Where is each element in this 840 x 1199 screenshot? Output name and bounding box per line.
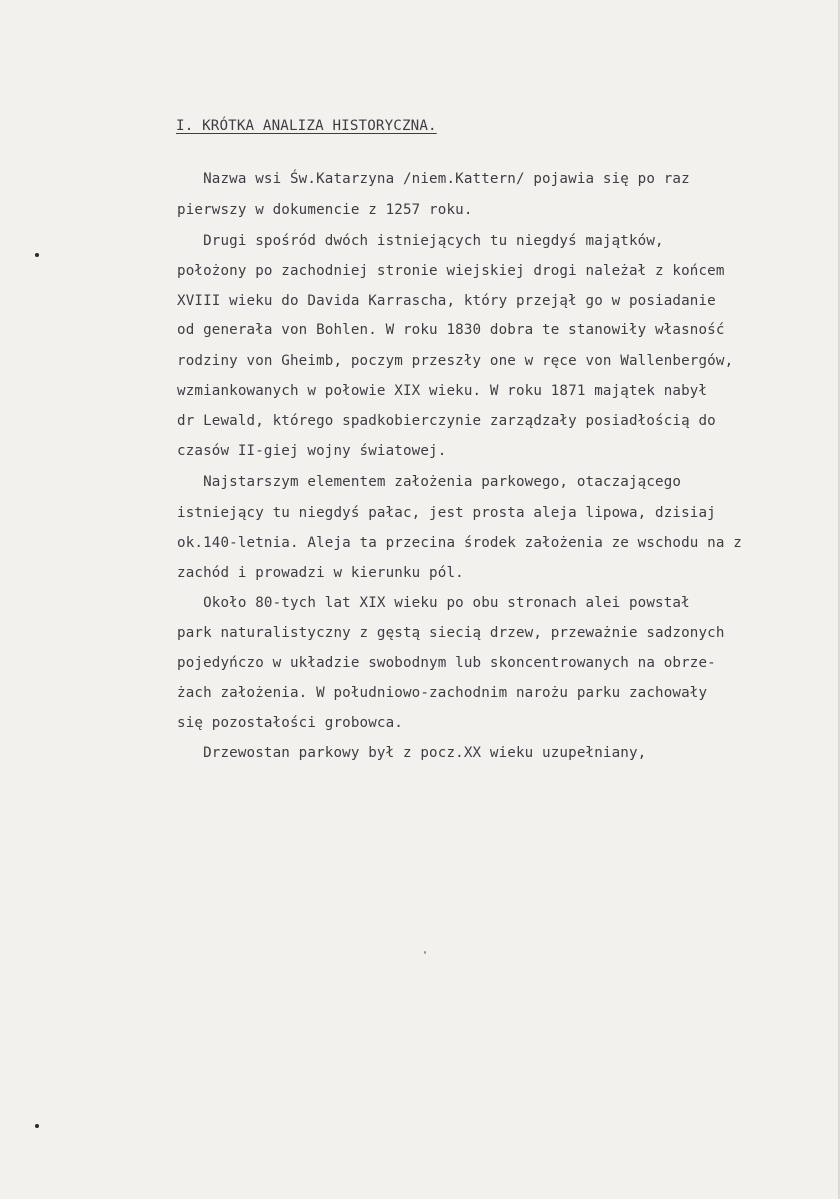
text-line: od generała von Bohlen. W roku 1830 dobra te stanowiły własność (177, 322, 725, 338)
text-line: Drugi spośród dwóch istniejących tu niegdyś majątków, (177, 233, 664, 249)
text-line: XVIII wieku do Davida Karrascha, który przejął go w posiadanie (177, 293, 716, 309)
text-line: dr Lewald, którego spadkobierczynie zarządzały posiadłością do (177, 413, 716, 429)
text-line: położony po zachodniej stronie wiejskiej drogi należał z końcem (177, 263, 725, 279)
text-line: żach założenia. W południowo-zachodnim narożu parku zachowały (177, 685, 708, 701)
text-line: park naturalistyczny z gęstą siecią drzew, przeważnie sadzonych (177, 625, 725, 641)
text-line: Najstarszym elementem założenia parkowego, otaczającego (177, 474, 682, 490)
paper-speck (424, 951, 426, 954)
text-line: Drzewostan parkowy był z pocz.XX wieku uzupełniany, (177, 745, 647, 761)
margin-ink-dot (35, 1124, 39, 1128)
text-line: pierwszy w dokumencie z 1257 roku. (177, 202, 473, 218)
text-line: Nazwa wsi Św.Katarzyna /niem.Kattern/ pojawia się po raz (177, 171, 690, 187)
text-line: istniejący tu niegdyś pałac, jest prosta aleja lipowa, dzisiaj (177, 505, 716, 521)
text-line: czasów II-giej wojny światowej. (177, 443, 447, 459)
margin-ink-dot (35, 253, 39, 257)
text-line: zachód i prowadzi w kierunku pól. (177, 565, 464, 581)
text-line: rodziny von Gheimb, poczym przeszły one w ręce von Wallenbergów, (177, 353, 734, 369)
section-heading: I. KRÓTKA ANALIZA HISTORYCZNA. (176, 118, 437, 134)
text-line: Około 80-tych lat XIX wieku po obu stronach alei powstał (177, 595, 690, 611)
text-line: wzmiankowanych w połowie XIX wieku. W roku 1871 majątek nabył (177, 383, 708, 399)
text-line: ok.140-letnia. Aleja ta przecina środek założenia ze wschodu na z (177, 535, 742, 551)
text-line: się pozostałości grobowca. (177, 715, 403, 731)
text-line: pojedyńczo w układzie swobodnym lub skoncentrowanych na obrze- (177, 655, 716, 671)
